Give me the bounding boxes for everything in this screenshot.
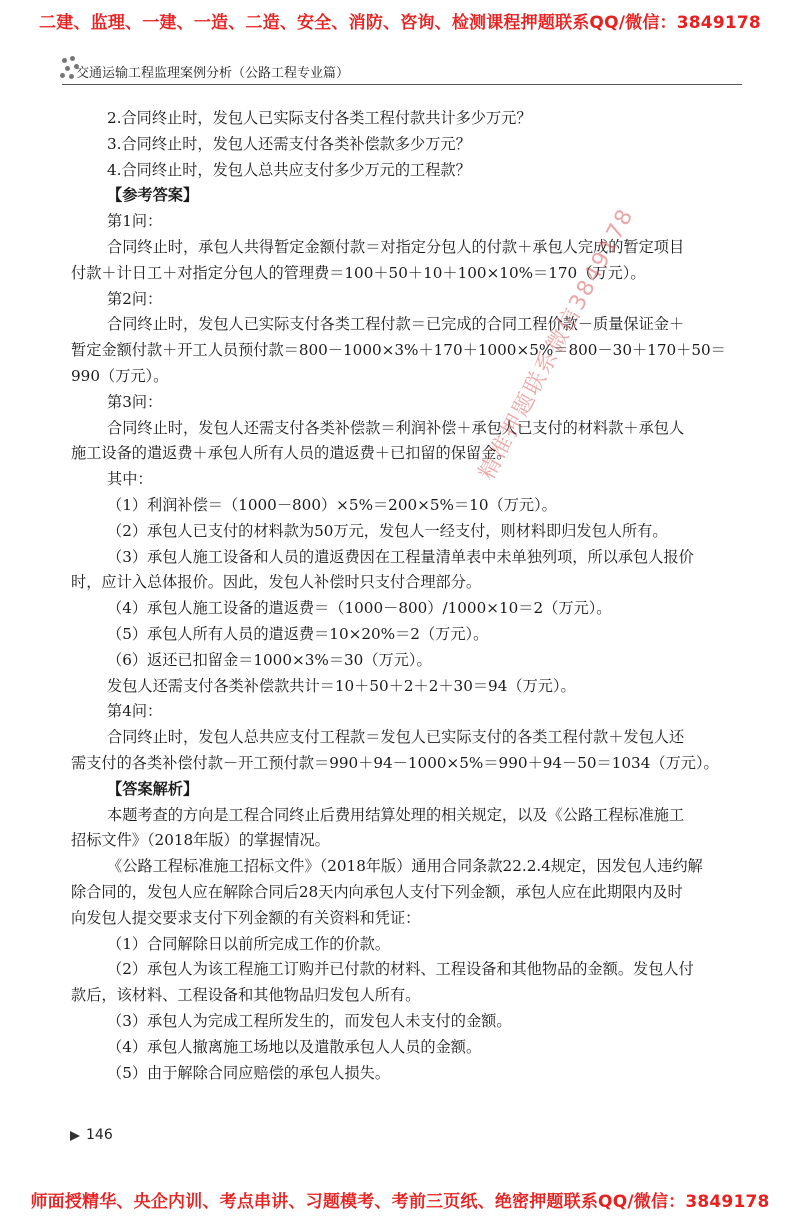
section-heading: 【参考答案】: [107, 186, 199, 205]
bottom-promo-banner: 师面授精华、央企内训、考点串讲、习题模考、考前三页纸、绝密押题联系QQ/微信：3849178: [30, 1192, 770, 1212]
body-text-line: （2）承包人为该工程施工订购并已付款的材料、工程设备和其他物品的金额。发包人付: [107, 960, 694, 979]
watermark: 精准押题联系微信3849178: [474, 203, 640, 485]
body-text-line: 暂定金额付款＋开工人员预付款＝800－1000×3%＋170＋1000×5%＝800－30＋170＋50＝: [71, 341, 726, 360]
running-header: 交通运输工程监理案例分析（公路工程专业篇）: [76, 66, 350, 81]
body-text-line: （3）承包人施工设备和人员的遣返费因在工程量清单表中未单独列项，所以承包人报价: [107, 547, 694, 566]
body-text-line: 第3问：: [107, 392, 163, 411]
body-text-line: 合同终止时，发包人总共应支付工程款＝发包人已实际支付的各类工程付款＋发包人还: [107, 728, 685, 747]
body-text-line: （5）由于解除合同应赔偿的承包人损失。: [107, 1063, 391, 1082]
body-text-line: 第4问：: [107, 702, 163, 721]
body-text-line: （1）利润补偿＝（1000－800）×5%＝200×5%＝10（万元）。: [107, 496, 557, 514]
body-text-line: 本题考查的方向是工程合同终止后费用结算处理的相关规定，以及《公路工程标准施工: [107, 805, 685, 824]
body-text-line: 招标文件》（2018年版）的掌握情况。: [71, 831, 330, 850]
body-text-line: 3.合同终止时，发包人还需支付各类补偿款多少万元？: [107, 134, 471, 153]
body-text-line: （4）承包人撤离施工场地以及遣散承包人人员的金额。: [107, 1037, 482, 1056]
page-number: 146: [86, 1127, 113, 1143]
section-heading: 【答案解析】: [107, 779, 199, 798]
page-number-arrow-icon: [70, 1131, 80, 1141]
body-text-line: 合同终止时，承包人共得暂定金额付款＝对指定分包人的付款＋承包人完成的暂定项目: [107, 238, 685, 256]
body-text-line: （4）承包人施工设备的遣返费＝（1000－800）/1000×10＝2（万元）。: [107, 599, 612, 618]
body-text-line: 第1问：: [107, 212, 163, 231]
body-text-line: （6）返还已扣留金＝1000×3%＝30（万元）。: [107, 650, 432, 669]
top-promo-banner: 二建、监理、一建、一造、二造、安全、消防、咨询、检测课程押题联系QQ/微信：3849178: [39, 13, 761, 33]
body-text-line: 款后，该材料、工程设备和其他物品归发包人所有。: [71, 986, 421, 1005]
body-text-line: 第2问：: [107, 289, 163, 308]
body-text-line: （2）承包人已支付的材料款为50万元，发包人一经支付，则材料即归发包人所有。: [107, 521, 668, 540]
body-text-line: 施工设备的遣返费＋承包人所有人员的遣返费＋已扣留的保留金。: [71, 444, 512, 463]
body-text-line: 合同终止时，发包人已实际支付各类工程付款＝已完成的合同工程价款－质量保证金＋: [107, 315, 685, 334]
body-text-line: 需支付的各类补偿付款－开工预付款＝990＋94－1000×5%＝990＋94－50＝1034（万元）。: [71, 754, 719, 772]
body-text-line: （1）合同解除日以前所完成工作的价款。: [107, 934, 391, 953]
body-text-line: 付款＋计日工＋对指定分包人的管理费＝100＋50＋10＋100×10%＝170（万元）。: [71, 263, 646, 282]
body-text-line: 其中：: [107, 470, 153, 489]
body-text-line: 4.合同终止时，发包人总共应支付多少万元的工程款？: [107, 160, 471, 179]
body-text-line: 时，应计入总体报价。因此，发包人补偿时只支付合理部分。: [71, 573, 482, 592]
body-text-line: 2.合同终止时，发包人已实际支付各类工程付款共计多少万元？: [107, 109, 532, 127]
body-text-line: （5）承包人所有人员的遣返费＝10×20%＝2（万元）。: [107, 625, 489, 643]
body-text-line: 990（万元）。: [71, 367, 169, 385]
header-rule: [62, 84, 742, 85]
body-text-line: （3）承包人为完成工程所发生的，而发包人未支付的金额。: [107, 1012, 512, 1030]
body-text-line: 《公路工程标准施工招标文件》（2018年版）通用合同条款22.2.4规定，因发包人违约解: [107, 857, 703, 876]
body-text-line: 向发包人提交要求支付下列金额的有关资料和凭证：: [71, 908, 421, 927]
body-text-line: 合同终止时，发包人还需支付各类补偿款＝利润补偿＋承包人已支付的材料款＋承包人: [107, 418, 685, 437]
body-text-line: 除合同的，发包人应在解除合同后28天内向承包人支付下列金额，承包人应在此期限内及时: [71, 883, 683, 901]
body-text-line: 发包人还需支付各类补偿款共计＝10＋50＋2＋2＋30＝94（万元）。: [107, 676, 576, 695]
